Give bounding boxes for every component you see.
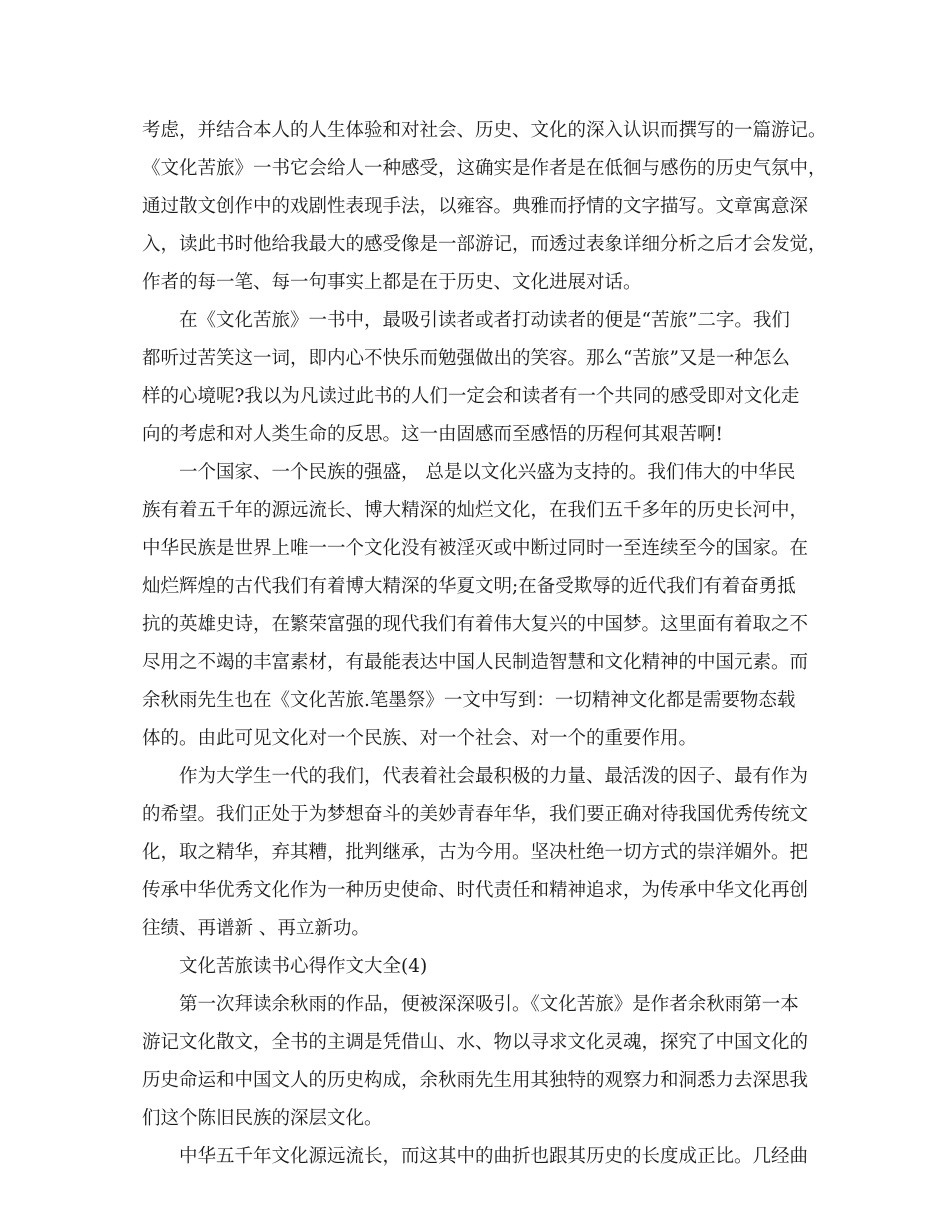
paragraph-5 bbox=[142, 986, 830, 1138]
text-line: 尽用之不竭的丰富素材，有最能表达中国人民制造智慧和文化精神的中国元素。而 bbox=[142, 652, 809, 673]
body-text bbox=[142, 112, 830, 1176]
text-line: 化，取之精华，弃其糟，批判继承，古为今用。坚决杜绝一切方式的崇洋媚外。把 bbox=[142, 842, 809, 863]
text-line: 族有着五千年的源远流长、博大精深的灿烂文化，在我们五千多年的历史长河中， bbox=[142, 500, 809, 521]
text-line: 体的。由此可见文化对一个民族、对一个社会、对一个的重要作用。 bbox=[142, 728, 698, 749]
text-line: 通过散文创作中的戏剧性表现手法，以雍容。典雅而抒情的文字描写。文章寓意深 bbox=[142, 196, 809, 217]
text-line: 一个国家、一个民族的强盛， 总是以文化兴盛为支持的。我们伟大的中华民 bbox=[179, 462, 796, 483]
text-line: 余秋雨先生也在《文化苦旅.笔墨祭》一文中写到：一切精神文化都是需要物态载 bbox=[142, 690, 796, 711]
paragraph-2 bbox=[142, 302, 830, 454]
text-line: 入，读此书时他给我最大的感受像是一部游记，而透过表象详细分析之后才会发觉， bbox=[142, 234, 827, 255]
text-line: 传承中华优秀文化作为一种历史使命、时代责任和精神追求，为传承中华文化再创 bbox=[142, 880, 809, 901]
text-line: 向的考虑和对人类生命的反思。这一由固感而至感悟的历程何其艰苦啊! bbox=[142, 424, 723, 445]
text-line: 的希望。我们正处于为梦想奋斗的美妙青春年华，我们要正确对待我国优秀传统文 bbox=[142, 804, 809, 825]
text-line: 们这个陈旧民族的深层文化。 bbox=[142, 1108, 383, 1129]
text-line: 第一次拜读余秋雨的作品，便被深深吸引。《文化苦旅》是作者余秋雨第一本 bbox=[179, 994, 799, 1015]
text-line: 作者的每一笔、每一句事实上都是在于历史、文化进展对话。 bbox=[142, 272, 642, 293]
text-line: 中华民族是世界上唯一一个文化没有被淫灭或中断过同时一至连续至今的国家。在 bbox=[142, 538, 809, 559]
text-line: 中华五千年文化源远流长，而这其中的曲折也跟其历史的长度成正比。几经曲 bbox=[179, 1146, 809, 1167]
text-line: 灿烂辉煌的古代我们有着博大精深的华夏文明;在备受欺辱的近代我们有着奋勇抵 bbox=[142, 576, 796, 597]
section-heading: 文化苦旅读书心得作文大全(4) bbox=[179, 956, 428, 977]
paragraph-4 bbox=[142, 758, 830, 948]
paragraph-6 bbox=[142, 1138, 830, 1176]
text-line: 《文化苦旅》一书它会给人一种感受，这确实是作者是在低徊与感伤的历史气氛中， bbox=[142, 158, 827, 179]
text-line: 在《文化苦旅》一书中，最吸引读者或者打动读者的便是“苦旅”二字。我们 bbox=[179, 310, 790, 331]
text-line: 作为大学生一代的我们，代表着社会最积极的力量、最活泼的因子、最有作为 bbox=[179, 766, 809, 787]
paragraph-1 bbox=[142, 112, 830, 302]
text-line: 考虑，并结合本人的人生体验和对社会、历史、文化的深入认识而撰写的一篇游记。 bbox=[142, 120, 827, 141]
text-line: 游记文化散文，全书的主调是凭借山、水、物以寻求文化灵魂，探究了中国文化的 bbox=[142, 1032, 809, 1053]
text-line: 历史命运和中国文人的历史构成，余秋雨先生用其独特的观察力和洞悉力去深思我 bbox=[142, 1070, 809, 1091]
text-line: 抗的英雄史诗，在繁荣富强的现代我们有着伟大复兴的中国梦。这里面有着取之不 bbox=[142, 614, 809, 635]
text-line: 都听过苦笑这一词，即内心不快乐而勉强做出的笑容。那么“苦旅”又是一种怎么 bbox=[142, 348, 790, 369]
paragraph-3 bbox=[142, 454, 830, 758]
text-line: 往绩、再谱新 、再立新功。 bbox=[142, 918, 370, 939]
text-line: 样的心境呢?我以为凡读过此书的人们一定会和读者有一个共同的感受即对文化走 bbox=[142, 386, 800, 407]
